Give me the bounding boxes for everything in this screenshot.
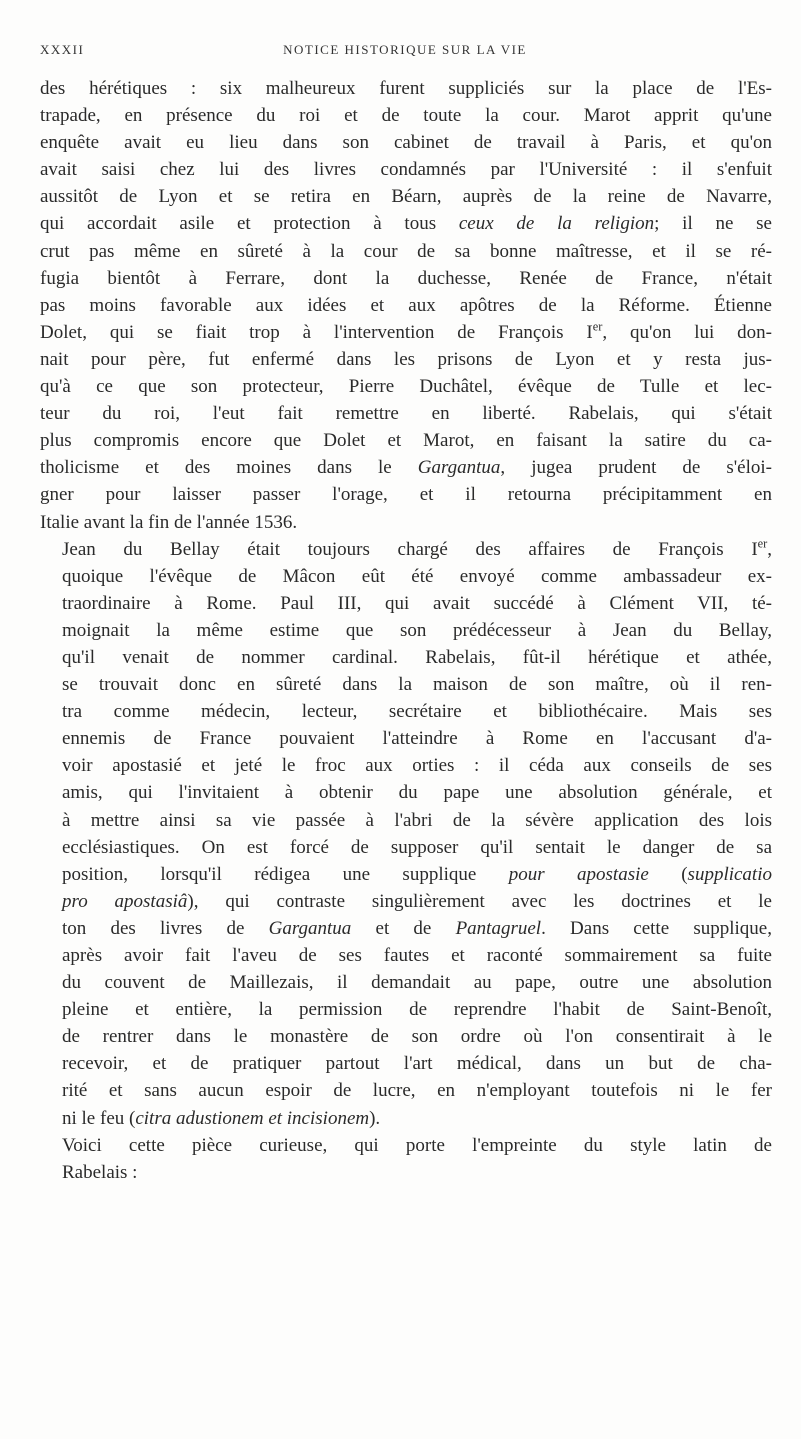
text-line: crut pas même en sûreté à la cour de sa bonne maîtresse, et il se ré- [40, 240, 772, 262]
text-line: des hérétiques : six malheureux furent suppliciés sur la place de l'Es- [40, 78, 772, 99]
text-line: moignait la même estime que son prédécesseur à Jean du Bellay, [62, 619, 772, 641]
text-line: pro apostasiâ), qui contraste singulièrement avec les doctrines et le [62, 890, 772, 912]
text-line: traordinaire à Rome. Paul III, qui avait succédé à Clément VII, té- [62, 592, 772, 614]
text-line: nait pour père, fut enfermé dans les prisons de Lyon et y resta jus- [40, 348, 772, 370]
text-line: de rentrer dans le monastère de son ordre où l'on consentirait à le [62, 1026, 772, 1048]
text-line: tra comme médecin, lecteur, secrétaire et bibliothécaire. Mais ses [62, 701, 772, 723]
text-line: rité et sans aucun espoir de lucre, en n'employant toutefois ni le fer [62, 1080, 772, 1102]
text-line: Jean du Bellay était toujours chargé des affaires de François Ier, [62, 536, 772, 560]
text-line: ni le feu (citra adustionem et incisionem). [62, 1107, 381, 1129]
text-line: teur du roi, l'eut fait remettre en liberté. Rabelais, qui s'était [40, 403, 772, 425]
text-line: qu'à ce que son protecteur, Pierre Duchâtel, évêque de Tulle et lec- [40, 376, 772, 398]
text-line: ecclésiastiques. On est forcé de supposer qu'il sentait le danger de sa [62, 836, 772, 858]
text-line: trapade, en présence du roi et de toute la cour. Marot apprit qu'une [40, 105, 772, 127]
text-line: Dolet, qui se fiait trop à l'intervention de François Ier, qu'on lui don- [40, 319, 772, 343]
text-line: gner pour laisser passer l'orage, et il retourna précipitamment en [40, 484, 772, 506]
text-line: enquête avait eu lieu dans son cabinet de travail à Paris, et qu'on [40, 132, 772, 154]
text-line: pas moins favorable aux idées et aux apôtres de la Réforme. Étienne [40, 294, 772, 316]
text-line: ton des livres de Gargantua et de Pantagruel. Dans cette supplique, [62, 917, 772, 939]
text-line: position, lorsqu'il rédigea une supplique pour apostasie (supplicatio [62, 863, 772, 885]
running-head: NOTICE HISTORIQUE SUR LA VIE [283, 42, 527, 57]
text-line: qu'il venait de nommer cardinal. Rabelais, fût-il hérétique et athée, [62, 646, 772, 668]
body-text [40, 75, 772, 1186]
page-number: XXXII [40, 42, 85, 57]
text-line: quoique l'évêque de Mâcon eût été envoyé comme ambassadeur ex- [62, 565, 772, 587]
text-line: recevoir, et de pratiquer partout l'art médical, dans un but de cha- [62, 1053, 772, 1075]
text-line: tholicisme et des moines dans le Gargantua, jugea prudent de s'éloi- [40, 457, 772, 479]
text-line: Rabelais : [62, 1161, 138, 1183]
text-line: après avoir fait l'aveu de ses fautes et raconté sommairement sa fuite [62, 945, 772, 966]
text-line: amis, qui l'invitaient à obtenir du pape une absolution générale, et [62, 782, 772, 804]
text-line: pleine et entière, la permission de reprendre l'habit de Saint-Benoît, [62, 999, 772, 1021]
paragraph [40, 536, 772, 1132]
paragraph [40, 1132, 772, 1186]
text-line: voir apostasié et jeté le froc aux orties : il céda aux conseils de ses [62, 755, 772, 777]
text-line: ennemis de France pouvaient l'atteindre à Rome en l'accusant d'a- [62, 728, 772, 750]
text-line: plus compromis encore que Dolet et Marot, en faisant la satire du ca- [40, 430, 772, 452]
text-line: Italie avant la fin de l'année 1536. [40, 511, 298, 533]
page-header [40, 42, 770, 66]
text-line: qui accordait asile et protection à tous ceux de la religion; il ne se [40, 213, 772, 235]
paragraph [40, 75, 772, 536]
text-line: aussitôt de Lyon et se retira en Béarn, auprès de la reine de Navarre, [40, 186, 772, 208]
text-line: à mettre ainsi sa vie passée à l'abri de la sévère application des lois [62, 809, 772, 831]
text-line: avait saisi chez lui des livres condamnés par l'Université : il s'enfuit [40, 159, 772, 181]
text-line: fugia bientôt à Ferrare, dont la duchesse, Renée de France, n'était [40, 267, 772, 289]
text-line: du couvent de Maillezais, il demandait au pape, outre une absolution [62, 972, 772, 994]
text-line: Voici cette pièce curieuse, qui porte l'empreinte du style latin de [62, 1134, 772, 1156]
text-line: se trouvait donc en sûreté dans la maison de son maître, où il ren- [62, 674, 772, 696]
